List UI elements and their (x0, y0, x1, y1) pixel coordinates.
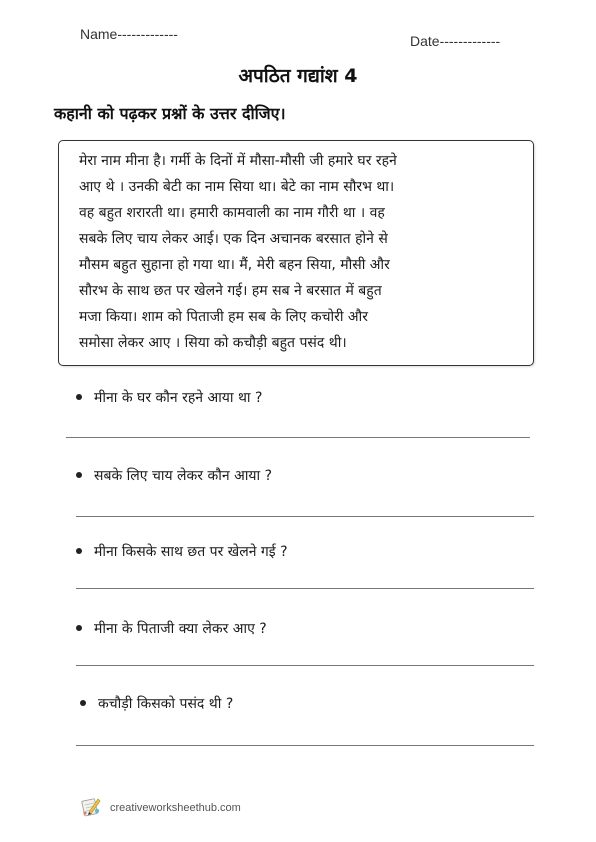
date-field[interactable]: Date------------- (410, 33, 501, 49)
question-3 (76, 542, 288, 561)
question-2 (76, 466, 272, 485)
answer-line-4[interactable] (76, 665, 534, 666)
footer-site-text: creativeworksheethub.com (110, 802, 241, 814)
passage-line: वह बहुत शरारती था। हमारी कामवाली का नाम गौरी था । वह (79, 205, 385, 221)
passage-line: आए थे । उनकी बेटी का नाम सिया था। बेटे का नाम सौरभ था। (79, 179, 395, 195)
question-text: कचौड़ी किसको पसंद थी ? (98, 696, 234, 712)
bullet-icon (76, 394, 82, 400)
question-1 (76, 388, 262, 407)
pencil-paper-icon (80, 795, 102, 821)
answer-line-1[interactable] (66, 437, 530, 438)
passage-line: सौरभ के साथ छत पर खेलने गई। हम सब ने बरसात में बहुत (79, 283, 382, 299)
bullet-icon (76, 472, 82, 478)
passage-line: मौसम बहुत सुहाना हो गया था। मैं, मेरी बहन सिया, मौसी और (79, 257, 390, 273)
answer-line-2[interactable] (76, 516, 534, 517)
answer-line-3[interactable] (76, 588, 534, 589)
question-4 (76, 619, 267, 638)
passage-line: सबके लिए चाय लेकर आई। एक दिन अचानक बरसात होने से (79, 231, 388, 247)
passage-line: मेरा नाम मीना है। गर्मी के दिनों में मौसा-मौसी जी हमारे घर रहने (79, 153, 397, 169)
bullet-icon (76, 625, 82, 631)
question-5 (80, 694, 233, 713)
passage-line: मजा किया। शाम को पिताजी हम सब के लिए कचोरी और (79, 309, 368, 325)
question-text: मीना के घर कौन रहने आया था ? (94, 390, 263, 406)
question-text: मीना के पिताजी क्या लेकर आए ? (94, 621, 267, 637)
instruction-text: कहानी को पढ़कर प्रश्नों के उत्तर दीजिए। (54, 104, 286, 123)
bullet-icon (80, 700, 86, 706)
passage-box (58, 140, 534, 366)
question-text: सबके लिए चाय लेकर कौन आया ? (94, 468, 273, 484)
question-text: मीना किसके साथ छत पर खेलने गई ? (94, 544, 288, 560)
name-field[interactable]: Name------------- (80, 26, 178, 42)
passage-line: समोसा लेकर आए । सिया को कचौड़ी बहुत पसंद थी। (79, 335, 347, 351)
footer (80, 795, 241, 821)
page-title: अपठित गद्यांश 4 (238, 65, 358, 87)
answer-line-5[interactable] (76, 745, 534, 746)
bullet-icon (76, 548, 82, 554)
